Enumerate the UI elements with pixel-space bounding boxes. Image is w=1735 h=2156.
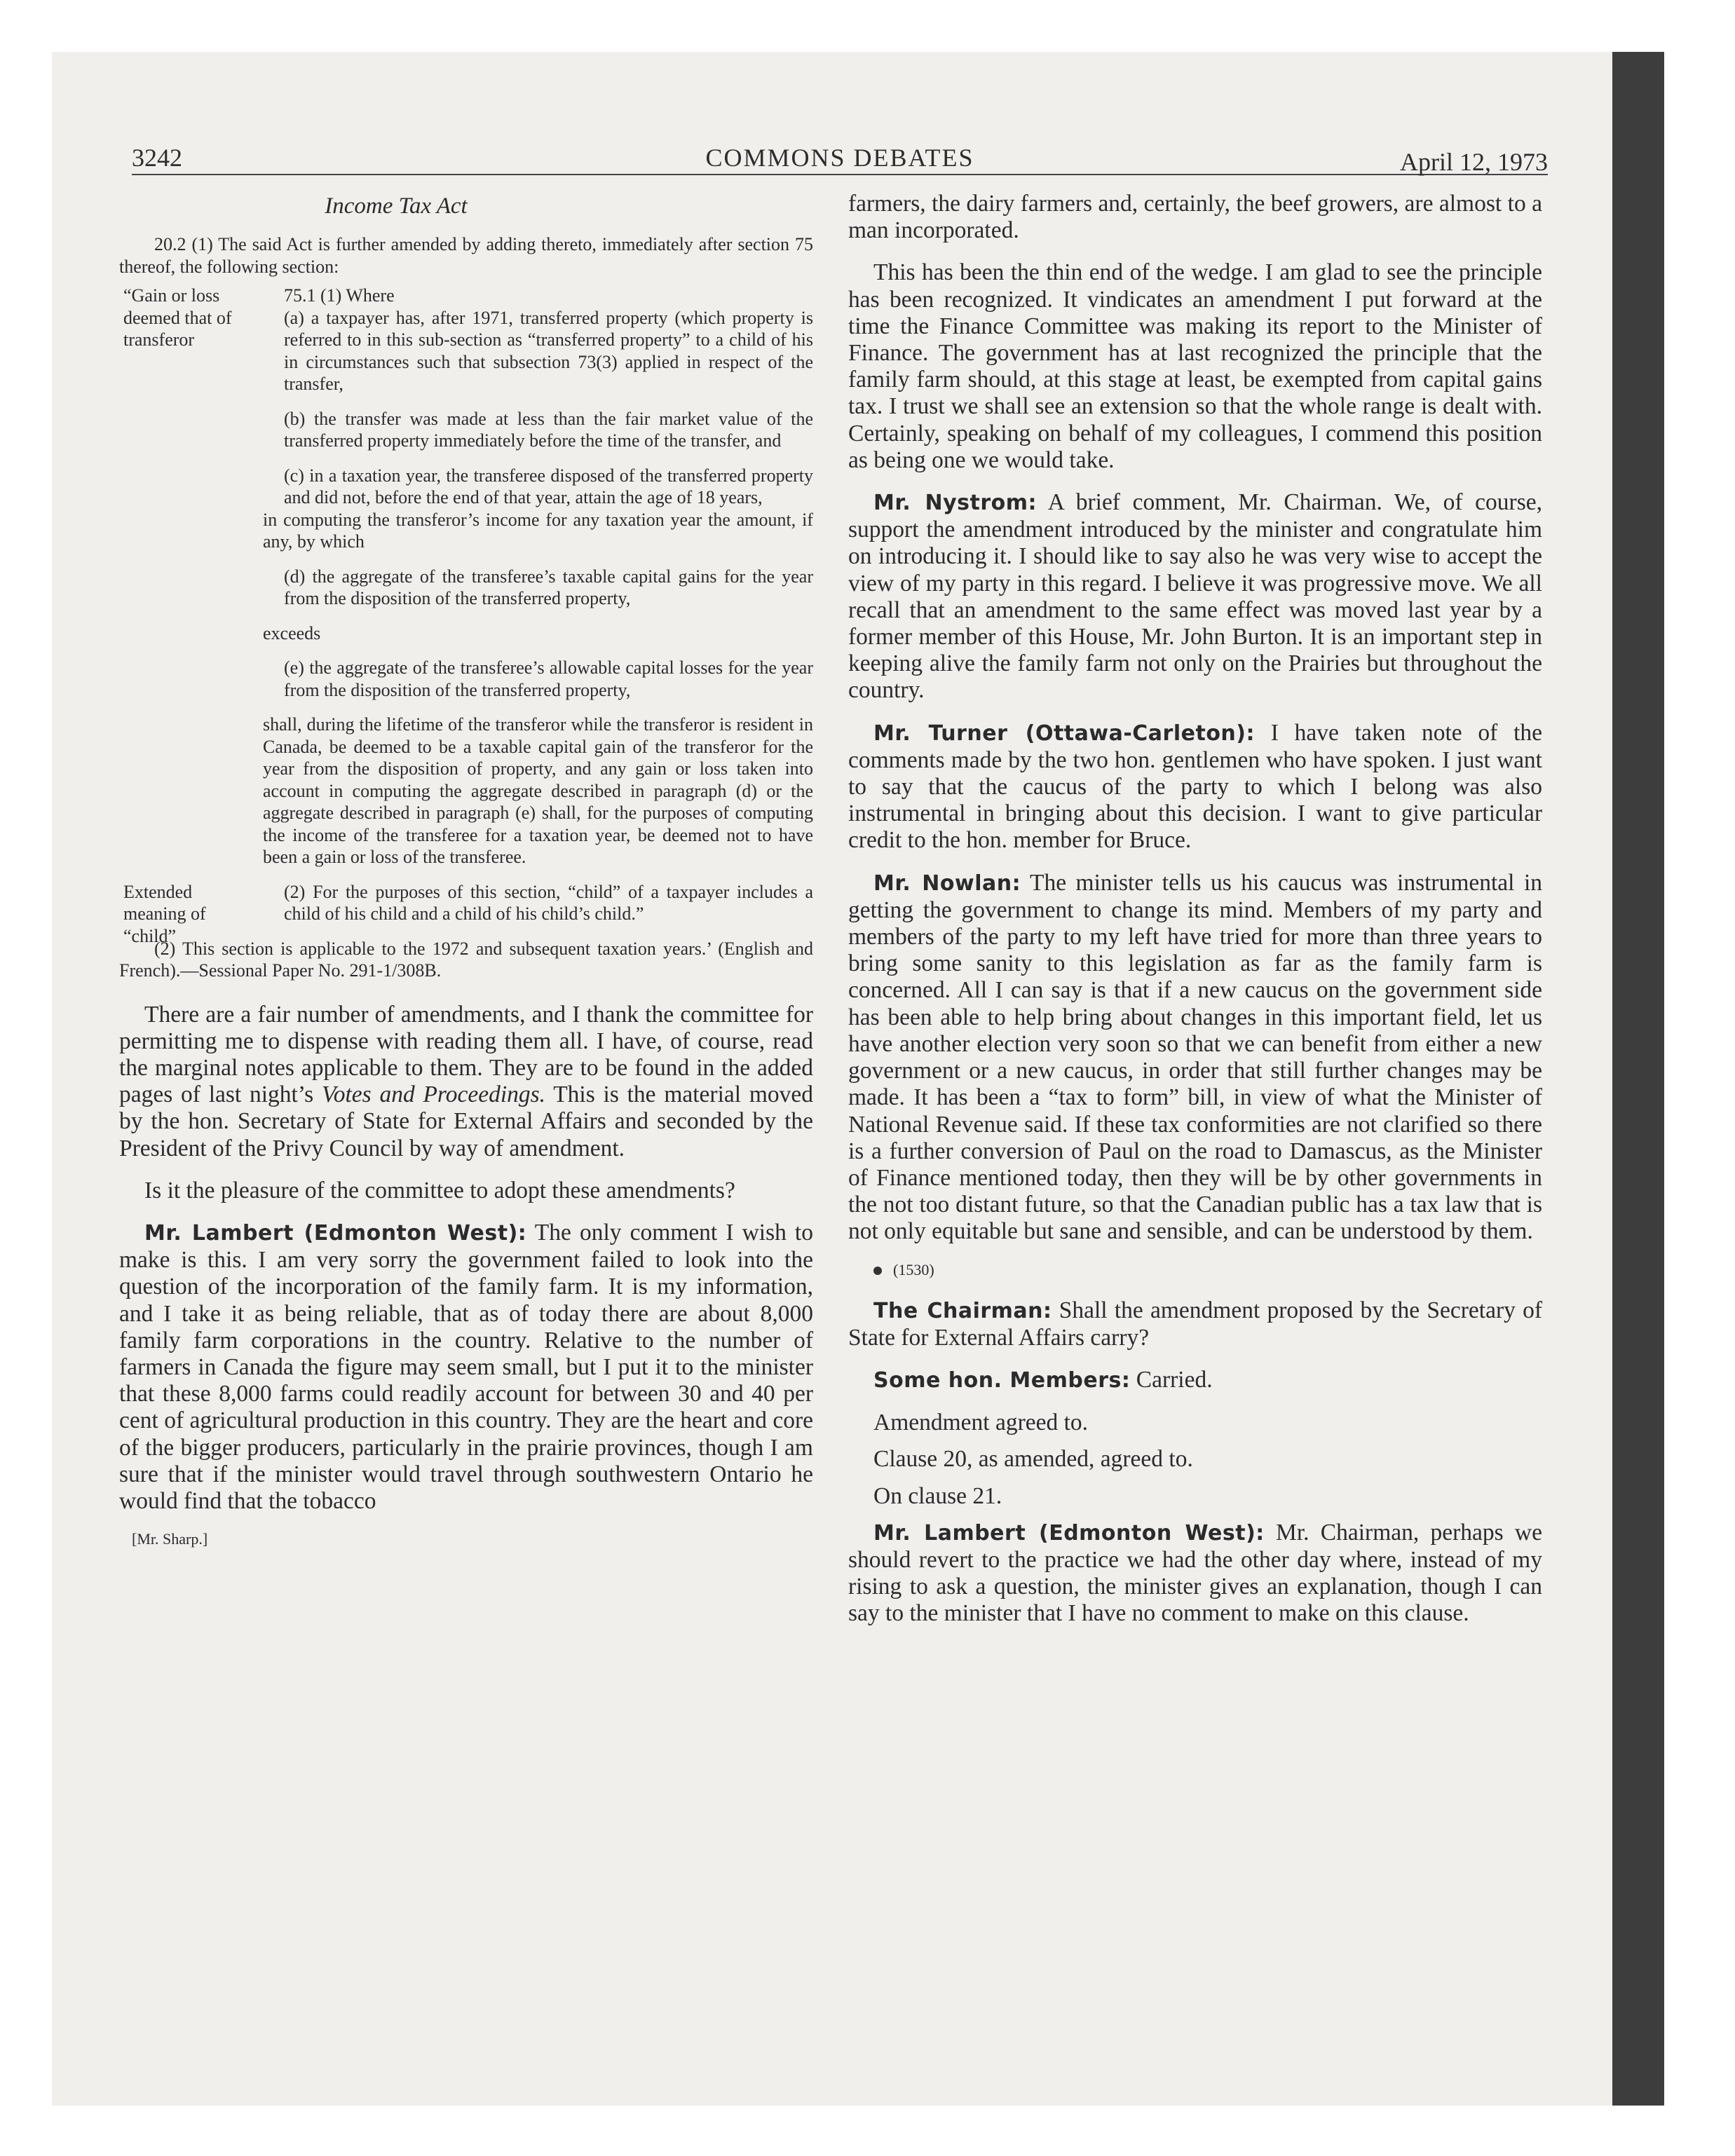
members-response: Some hon. Members: Carried. (873, 1366, 1213, 1393)
right-column (848, 191, 1542, 1643)
act-title: Income Tax Act (325, 193, 468, 219)
speaker-name: Mr. Nowlan: (873, 871, 1021, 896)
paragraph-e: (e) the aggregate of the transferee’s allowable capital losses for the year from the disposition of the transferred property, (284, 657, 813, 700)
speaker-footnote: [Mr. Sharp.] (132, 1530, 208, 1548)
time-marker: (1530) (873, 1261, 1542, 1279)
clause-intro: 20.2 (1) The said Act is further amended by adding thereto, immediately after section 75 thereof, the following section: (119, 234, 813, 277)
lambert-speech: Mr. Lambert (Edmonton West): The only comment I wish to make is this. I am very sorry the government failed to look into the question of the incorporation of the family farm. It is my information, and I take it as being reliable, that as of today there are about 8,000 family farm corporations in the country. Relative to the number of farmers in Canada the figure may seem small, but I put it to the minister that these 8,000 farms could readily account for between 30 and 40 per cent of agricultural production in this country. They are the heart and core of the bigger producers, particularly in the prairie provinces, though I am sure that if the minister would travel through southwestern Ontario he would find that the tobacco (119, 1219, 813, 1514)
on-clause-21: On clause 21. (873, 1482, 1002, 1509)
lambert-speech-2: Mr. Lambert (Edmonton West): Mr. Chairman, perhaps we should revert to the practice we had the other day where, instead of my rising to ask a question, the minister gives an explanation, though I can say to the minister that I have no comment to make on this clause. (848, 1519, 1542, 1627)
speaker-name: Mr. Turner (Ottawa-Carleton): (873, 721, 1255, 746)
margin-note-gain-or-loss: “Gain or loss deemed that of transferor (123, 285, 232, 350)
speaker-name: Mr. Lambert (Edmonton West): (144, 1220, 527, 1246)
speaker-name: Mr. Nystrom: (873, 491, 1037, 516)
exceeds-word: exceeds (263, 622, 321, 643)
speaker-name: Some hon. Members: (873, 1367, 1131, 1393)
left-column (119, 191, 813, 1548)
paragraph-c: (c) in a taxation year, the transferee disposed of the transferred property and did not, before the end of that year, attain the age of 18 years, (284, 465, 813, 507)
paragraph-d: (d) the aggregate of the transferee’s taxable capital gains for the year from the disposition of the transferred property, (284, 566, 813, 608)
nowlan-speech: Mr. Nowlan: The minister tells us his caucus was instrumental in getting the government to change its mind. Members of my party and members of the party to my left have tried for more than three years to bring some sanity to this legislation as far as the family farm is concerned. All I can say is that if a new caucus on the government side has been able to help bring about changes in this important field, let us have another election very soon so that we can benefit from either a new government or a new caucus, in order that still further changes may be made. It has been a “tax to form” bill, in view of what the Minister of National Revenue said. If these tax conformities are not clarified so there is a further conversion of Paul on the road to Damascus, as the Minister of Finance mentioned today, then they will be by other governments in the not too distant future, so that the Canadian public has a tax law that is not only equitable but sane and sensible, and can be understood by them. (848, 869, 1543, 1245)
speaker-name: Mr. Lambert (Edmonton West): (873, 1520, 1265, 1546)
clause-20-agreed: Clause 20, as amended, agreed to. (873, 1446, 1193, 1473)
nystrom-speech: Mr. Nystrom: A brief comment, Mr. Chairman. We, of course, support the amendment introduced by the minister and congratulate him on introducing it. I should like to say also he was very wise to accept the view of my party in this regard. I believe it was progressive move. We all recall that an amendment to the same effect was moved last year by a former member of this House, Mr. John Burton. It is an important step in keeping alive the family farm not only on the Prairies but throughout the country. (848, 489, 1542, 704)
page-header (132, 140, 1548, 175)
subsection-2-text: (2) For the purposes of this section, “child” of a taxpayer includes a child of his child and a child of his child’s child.” (284, 881, 813, 924)
amendment-agreed: Amendment agreed to. (873, 1410, 1089, 1436)
sharp-paragraph-2: Is it the pleasure of the committee to adopt these amendments? (144, 1177, 735, 1203)
section-where: 75.1 (1) Where (284, 285, 395, 306)
page-number: 3242 (132, 144, 182, 172)
publication-title: COMMONS DEBATES (705, 144, 974, 172)
applicability-clause: (2) This section is applicable to the 1972 and subsequent taxation years.’ (English and French).—Sessional Paper No. 291-1/308B. (119, 938, 813, 981)
paragraph-b: (b) the transfer was made at less than the fair market value of the transferred property immediately before the time of the transfer, and (284, 408, 813, 451)
lambert-wedge-paragraph: This has been the thin end of the wedge. I am glad to see the principle has been recognized. It vindicates an amendment I put forward at the time the Finance Committee was making its report to the Minister of Finance. The government has at last recognized the principle that the family farm should, at this stage at least, be exempted from capital gains tax. I trust we shall see an extension so that the whole range is dealt with. Certainly, speaking on behalf of my colleagues, I commend this position as being one we would take. (848, 259, 1542, 473)
bullet-icon (873, 1267, 882, 1275)
amendment-text (119, 233, 813, 982)
section-75-1 (119, 285, 813, 868)
paragraph-a: (a) a taxpayer has, after 1971, transferred property (which property is referred to in this sub-section as “transferred property” to a child of his in circumstances such that subsection 73(3) applied in respect of the transfer, (284, 307, 813, 394)
chairman-question: The Chairman: Shall the amendment proposed by the Secretary of State for External Affairs carry? (848, 1297, 1542, 1351)
page-date: April 12, 1973 (1400, 148, 1548, 176)
speaker-name: The Chairman: (873, 1298, 1052, 1323)
computing-clause: in computing the transferor’s income for any taxation year the amount, if any, by which (263, 509, 813, 552)
sharp-paragraph-1: There are a fair number of amendments, and I thank the committee for permitting me to dispense with reading them all. I have, of course, read the marginal notes applicable to them. They are to be found in the added pages of last night’s Votes and Proceedings. This is the material moved by the hon. Secretary of State for External Affairs and seconded by the President of the Privy Council by way of amendment. (119, 1001, 813, 1161)
turner-speech: Mr. Turner (Ottawa-Carleton): I have taken note of the comments made by the two hon. gentlemen who have spoken. I just want to say that the caucus of the party to which I belong was also instrumental in bringing about this decision. I want to give particular credit to the hon. member for Bruce. (848, 719, 1542, 854)
margin-note-extended-meaning: Extended meaning of “child” (123, 881, 206, 946)
binding-edge (1612, 52, 1664, 2106)
lambert-speech-continued: farmers, the dairy farmers and, certainly, the beef growers, are almost to a man incorporated. (848, 191, 1542, 244)
shall-clause: shall, during the lifetime of the transferor while the transferor is resident in Canada, be deemed to be a taxable capital gain of the transferor for the year from the disposition of property, and any gain or loss taken into account in computing the aggregate described in paragraph (d) or the aggregate described in paragraph (e) shall, for the purposes of computing the income of the transferee for a taxation year, be deemed not to have been a gain or loss of the transferee. (263, 714, 813, 867)
subsection-2 (119, 881, 813, 946)
